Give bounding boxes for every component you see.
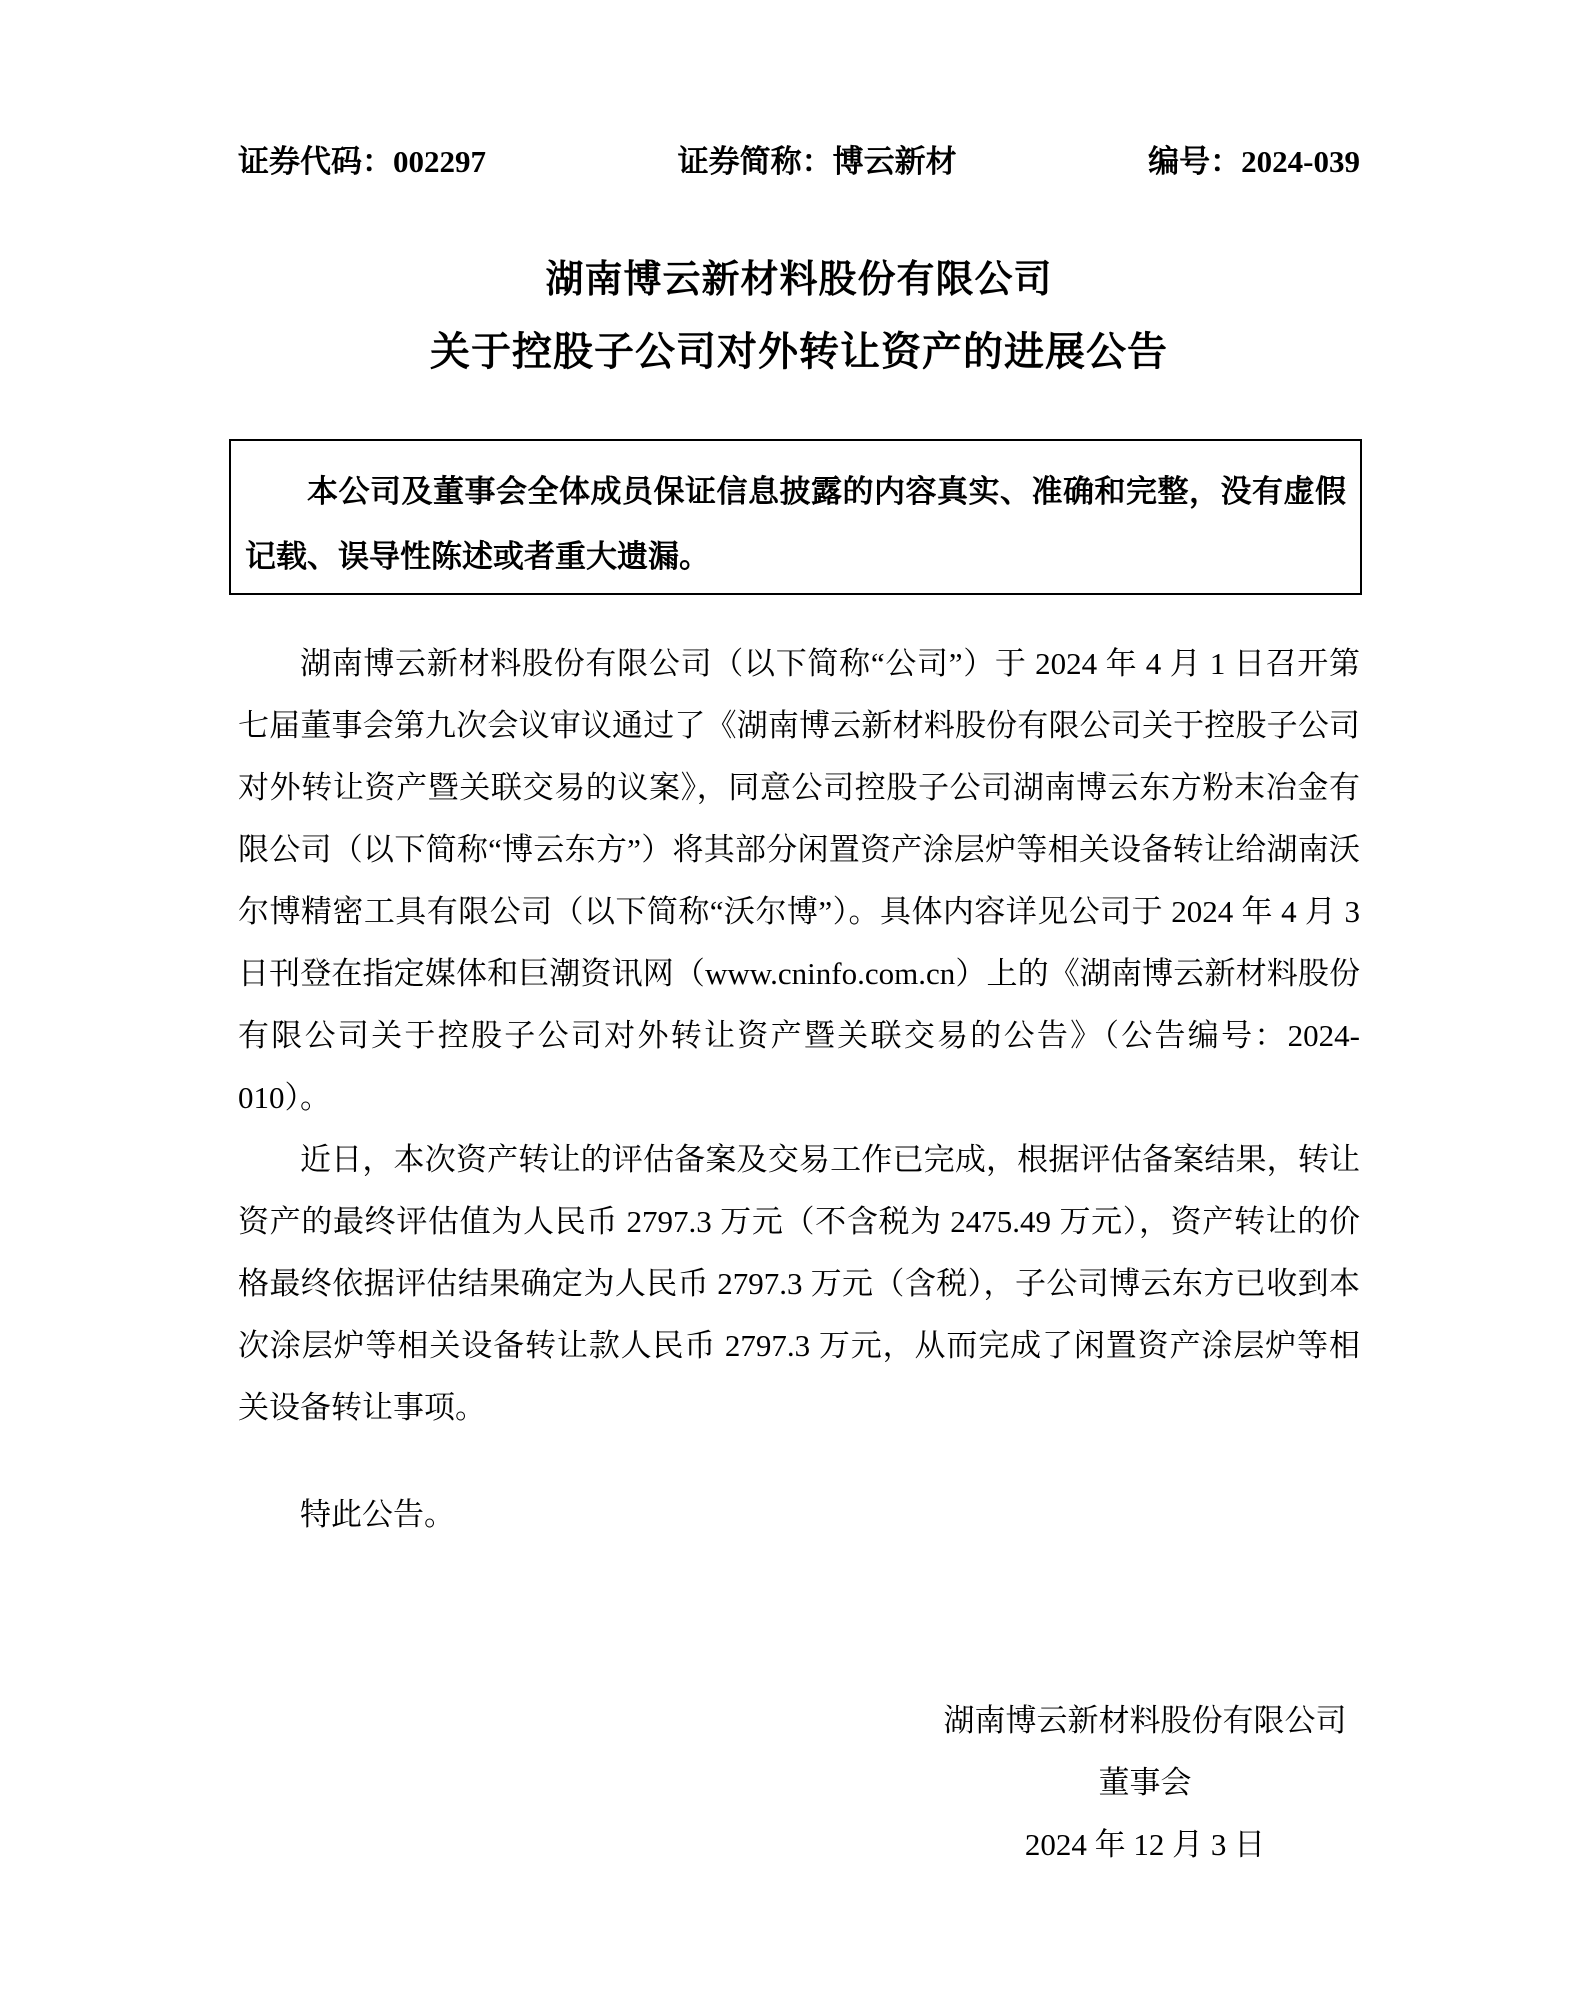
stock-short-name: 证券简称：博云新材 xyxy=(677,144,957,179)
disclaimer-box xyxy=(229,439,1362,595)
closing-statement: 特此公告。 xyxy=(300,1497,455,1532)
signature-block xyxy=(930,1690,1360,1876)
document-header xyxy=(238,142,1360,182)
announcement-number: 编号：2024-039 xyxy=(1148,144,1360,179)
signature-date: 2024 年 12 月 3 日 xyxy=(1024,1827,1266,1862)
company-name-title: 湖南博云新材料股份有限公司 xyxy=(545,259,1053,301)
document-content xyxy=(238,0,1360,1876)
disclaimer-text: 本公司及董事会全体成员保证信息披露的内容真实、准确和完整，没有虚假记载、误导性陈述或者重大遗漏。 xyxy=(245,474,1346,574)
body-paragraph-2: 近日，本次资产转让的评估备案及交易工作已完成，根据评估备案结果，转让资产的最终评估值为人民币 2797.3 万元（不含税为 2475.49 万元），资产转让的价格最终依据评估结果确定为人民币 2797.3 万元（含税），子公司博云东方已收到本次涂层炉等相关设备转让款人民币 2797.3 万元，从而完成了闲置资产涂层炉等相关设备转让事项。 xyxy=(238,1142,1360,1425)
announcement-title: 关于控股子公司对外转让资产的进展公告 xyxy=(430,329,1168,374)
signature-company: 湖南博云新材料股份有限公司 xyxy=(943,1703,1347,1738)
stock-code: 证券代码：002297 xyxy=(238,144,486,179)
body-paragraph-1: 湖南博云新材料股份有限公司（以下简称“公司”）于 2024 年 4 月 1 日召开第七届董事会第九次会议审议通过了《湖南博云新材料股份有限公司关于控股子公司对外转让资产暨关联交易的议案》，同意公司控股子公司湖南博云东方粉末冶金有限公司（以下简称“博云东方”）将其部分闲置资产涂层炉等相关设备转让给湖南沃尔博精密工具有限公司（以下简称“沃尔博”）。具体内容详见公司于 2024 年 4 月 3 日刊登在指定媒体和巨潮资讯网（www.cninfo.com.cn）上的《湖南博云新材料股份有限公司关于控股子公司对外转让资产暨关联交易的公告》（公告编号：2024-010）。 xyxy=(238,646,1360,1115)
signature-board: 董事会 xyxy=(1098,1765,1192,1800)
